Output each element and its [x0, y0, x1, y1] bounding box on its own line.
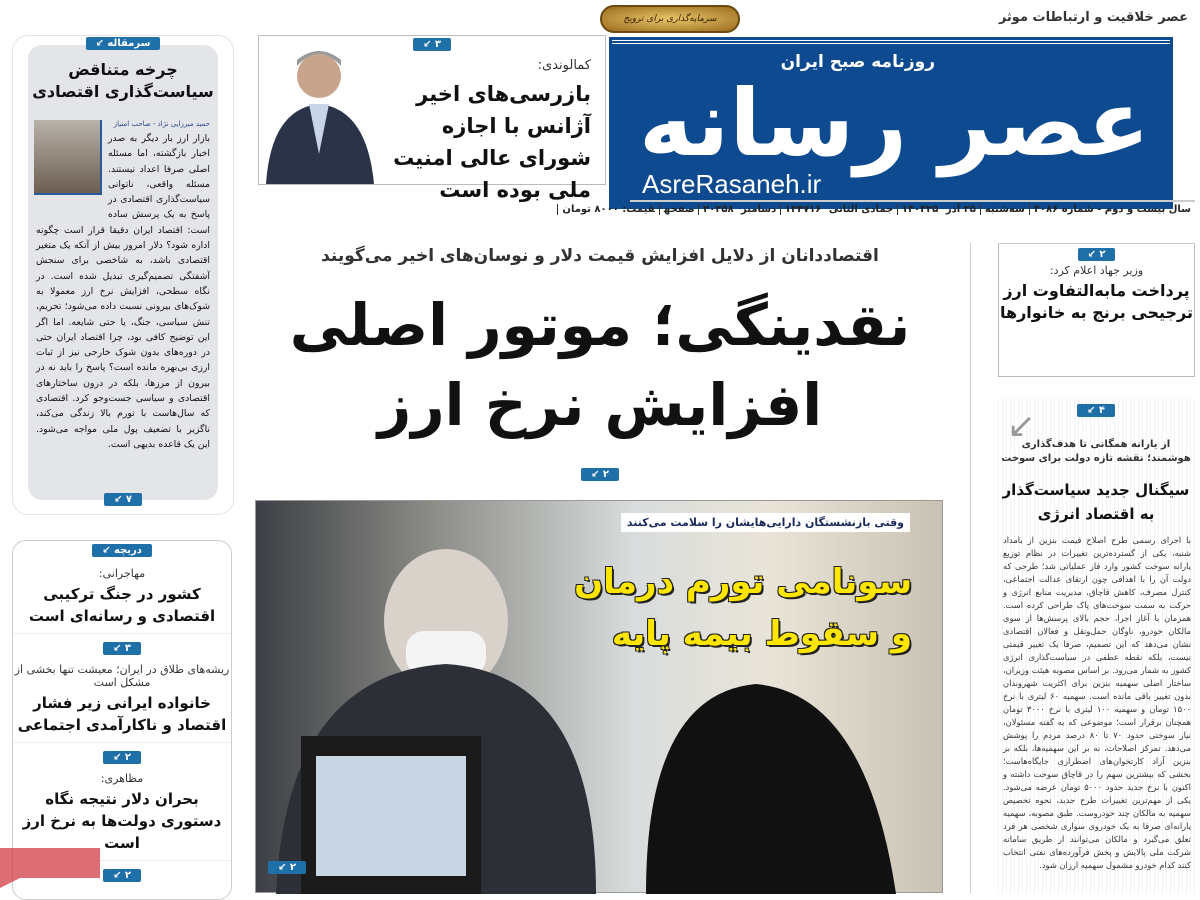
- page-ref-badge[interactable]: ۷ ↙: [104, 493, 142, 506]
- main-headline[interactable]: نقدینگی؛ موتور اصلی افزایش نرخ ارز: [289, 291, 911, 439]
- arrow-icon: ↙: [1007, 406, 1036, 446]
- gold-seal-logo: سرمایه‌گذاری برای ترویج: [600, 5, 740, 33]
- window-label: دریچه ↙: [92, 544, 152, 557]
- masthead-subtitle: روزنامه صبح ایران: [780, 52, 935, 72]
- page-ref-badge[interactable]: ۲ ↙: [1078, 248, 1116, 261]
- top-story-kicker: کمالوندی:: [537, 58, 591, 73]
- top-story-headline[interactable]: بازرسی‌های اخیر آژانس با اجازه شورای عالی امنیت ملی بوده است: [393, 82, 591, 202]
- page-ref-badge[interactable]: ۳ ↙: [413, 38, 451, 51]
- editorial[interactable]: [28, 45, 218, 505]
- date-persian: ۲۵ آذر ۱۴۰۴: [897, 204, 980, 215]
- editorial-byline: حمید میرزایی نژاد - صاحب امتیاز: [113, 120, 210, 128]
- date-hijri: ۲۵ جمادی الثانی ۱۴۴۷: [780, 204, 943, 215]
- portrait-photo: [261, 44, 379, 184]
- photo-story-headline: سونامی تورم درمان و سقوط بیمه پایه: [574, 562, 912, 654]
- column-divider: [970, 243, 971, 893]
- main-kicker: اقتصاددانان از دلایل افزایش قیمت دلار و نوسان‌های اخیر می‌گویند: [321, 246, 879, 266]
- window-item[interactable]: ریشه‌های طلاق در ایران؛ معیشت تنها بخشی از مشکل است خانواده ایرانی زیر فشار اقتصاد و ناکارآمدی اجتماعی ۲ ↙: [14, 663, 230, 763]
- top-story[interactable]: [258, 35, 606, 202]
- right-box-kicker: وزیر جهاد اعلام کرد:: [1049, 264, 1144, 277]
- editorial-body: بازار ارز بار دیگر به صدر اخبار بازگشته، اما مسئله اصلی صرفا اعداد نیستند. مسئله واقعی، ناتوانی سیاست‌گذاری اقتصادی در پاسخ به یک پرسش ساده است: اقتصاد ایران دقیقا قرار است چگونه اداره شود؟ دلار امروز بیش از آنکه یک متغیر اقتصادی باشد، به شاخصی برای سنجش آشفتگی تصمیم‌گیری تبدیل شده است. در نگاه سطحی، افزایش نرخ ارز معمولا به شوک‌های بیرونی نسبت داده می‌شود؛ تحریم، تنش سیاسی، جنگ، یا حتی شایعه. اما اگر این توضیح کافی بود، چرا اقتصاد ایران حتی در دوره‌های بدون شوک خارجی نیز از ثبات ارزی بی‌بهره مانده است؟ پاسخ را باید نه در بیرون از مرزها، بلکه در درون ساختارهای اقتصادی و سیاسی جست‌وجو کرد. اقتصادی که سال‌هاست با تورم بالا زندگی می‌کند، ناگزیر با تضعیف پول ملی مواجه می‌شود. این یک قاعده بدیهی است.: [36, 133, 210, 450]
- page-ref-badge[interactable]: ۲ ↙: [581, 468, 619, 481]
- window-item[interactable]: مظاهری: بحران دلار نتیجه نگاه دستوری دولت‌ها به نرخ ارز است ۲ ↙: [13, 772, 231, 882]
- issue-number: سال بیست و دوم - شماره ۴۰۸۶: [1029, 204, 1195, 215]
- photo-story-kicker: وقتی بازنشستگان دارایی‌هایشان را سلامت می‌کنند: [621, 513, 910, 532]
- issue-info-bar: [562, 200, 1195, 218]
- price: قیمت: ۸۰۰۰ تومان: [557, 204, 658, 215]
- page-ref-badge[interactable]: ۲ ↙: [103, 869, 141, 882]
- editorial-label: سرمقاله ↙: [86, 37, 161, 50]
- date-gregorian: ۱۶ دسامبر ۲۰۲۵: [698, 204, 825, 215]
- page-ref-badge[interactable]: ۲ ↙: [103, 751, 141, 764]
- right-box-story[interactable]: [998, 243, 1195, 377]
- page-ref-badge[interactable]: ۳ ↙: [103, 642, 141, 655]
- page-ref-badge[interactable]: ۲ ↙: [268, 861, 306, 874]
- right-story-kicker: از یارانه همگانی تا هدف‌گذاری هوشمند؛ نقشه تازه دولت برای سوخت: [1001, 439, 1191, 464]
- weekday: سه‌شنبه: [980, 204, 1029, 215]
- right-story-headline[interactable]: سیگنال جدید سیاست‌گذار به اقتصاد انرژی: [1002, 481, 1190, 523]
- page-count: ۸ صفحه: [659, 204, 738, 215]
- editorial-title: چرخه متناقض سیاست‌گذاری اقتصادی: [32, 60, 214, 101]
- window-section: [12, 540, 232, 900]
- right-box-headline[interactable]: پرداخت مابه‌التفاوت ارز ترجیحی برنج به خانوارها: [999, 281, 1194, 322]
- tagline: عصر خلاقیت و ارتباطات موثر: [998, 10, 1188, 25]
- page-ref-badge[interactable]: ۴ ↙: [1077, 404, 1115, 417]
- masthead: [612, 40, 1170, 206]
- photo-story[interactable]: [255, 500, 943, 893]
- masthead-title: عصر رسانه: [638, 70, 1150, 177]
- window-item[interactable]: مهاجرانی: کشور در جنگ ترکیبی اقتصادی و رسانه‌ای است ۳ ↙: [13, 567, 231, 655]
- right-story-body: با اجرای رسمی طرح اصلاح قیمت بنزین از بامداد شنبه، یکی از گسترده‌ترین تغییرات در نظام توزیع یارانه سوخت کشور وارد فاز عملیاتی شد؛ طرحی که دولت آن را با اهدافی چون ارتقای عدالت اجتماعی، کنترل مصرف، کاهش قاچاق، مدیریت منابع انرژی و حرکت به سمت سوخت‌های پاک طراحی کرده است. همزمان با آغاز اجرا، حجم بالای پرسش‌ها از سوی مالکان خودرو، ناوگان حمل‌ونقل و فعالان اقتصادی نشان می‌دهد که این تصمیم، صرفا یک تغییر قیمتی نیست، بلکه نقطه عطفی در سیاست‌گذاری انرژی کشور به شمار می‌رود. بر اساس مصوبه هیئت وزیران، ساختار اصلی سهمیه بنزین برای اکثریت شهروندان بدون تغییر باقی مانده است. سهمیه ۶۰ لیتری با نرخ ۱۵۰۰ تومان و سهمیه ۱۰۰ لیتری با نرخ ۳۰۰۰ تومان همچنان برقرار است؛ موضوعی که به گفته مسئولان، نیاز سوختی حدود ۷۰ تا ۸۰ درصد مردم را پوشش می‌دهد. تمرکز اصلاحات، نه بر این سهمیه‌ها، بلکه بر بنزین آزاد کارتخوان‌های اضطراری جایگاه‌هاست؛ بخشی که بیشترین سهم را در قاچاق سوخت داشته و اکنون با نرخ جدید حدود ۵۰۰۰ تومان عرضه می‌شود. یکی از مهم‌ترین تغییرات طرح جدید، نحوه تخصیص سهمیه به مالکان چند خودروست. طبق مصوبه، سهمیه یارانه‌ای صرفا به یک خودروی سواری شخصی هر فرد تعلق می‌گیرد و مالکان می‌توانند از طریق سامانه شرکت ملی پالایش و پخش فرآورده‌های نفتی انتخاب کنند کدام خودرو مشمول سهمیه ارزان شود.: [1003, 535, 1191, 870]
- right-story[interactable]: [995, 398, 1197, 893]
- masthead-url[interactable]: AsreRasaneh.ir: [642, 169, 822, 199]
